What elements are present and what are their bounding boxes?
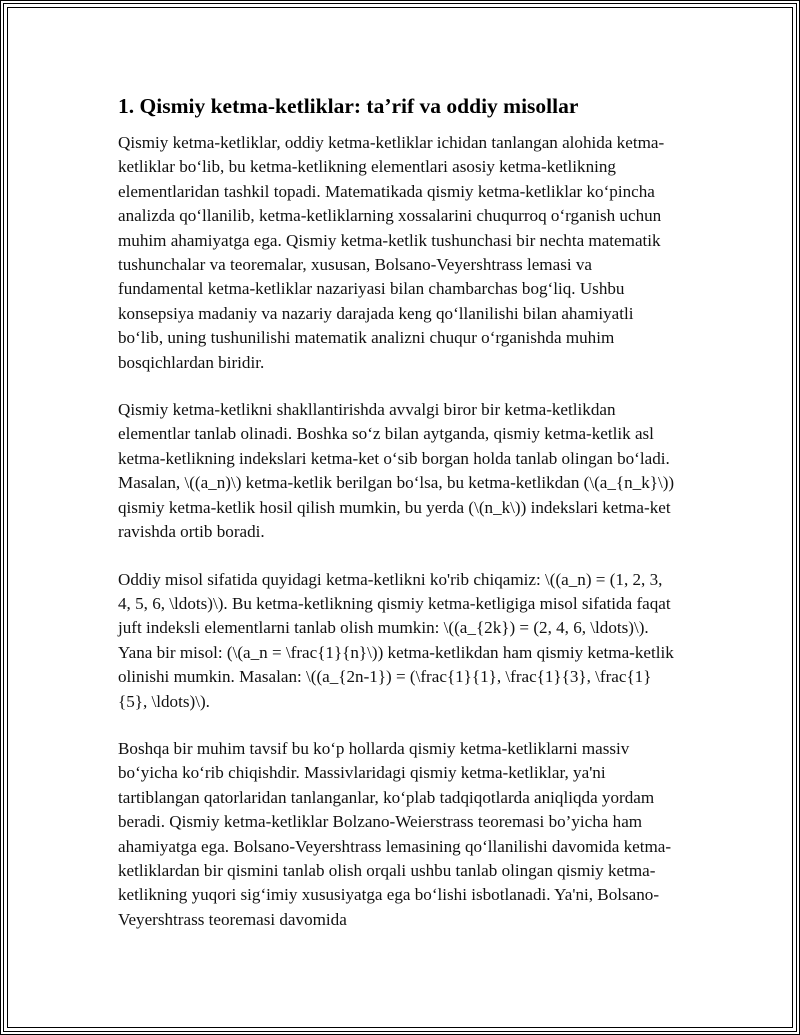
paragraph-definition: Qismiy ketma-ketliklar, oddiy ketma-ketliklar ichidan tanlangan alohida ketma-ketliklar bo‘lib, bu ketma-ketlikning elementlari asosiy ketma-ketlikning elementlaridan tashkil topadi. Matematikada qismiy ketma-ketliklar ko‘pincha analizda qo‘llanilib, ketma-ketliklarning xossalarini chuqurroq o‘rganish uchun muhim ahamiyatga ega. Qismiy ketma-ketlik tushunchasi bir nechta matematik tushunchalar va teoremalar, xususan, Bolsano-Veyershtrass lemasi va fundamental ketma-ketliklar nazariyasi bilan chambarchas bog‘liq. Ushbu konsepsiya madaniy va nazariy darajada keng qo‘llanilishi bilan ahamiyatli bo‘lib, uning tushunilishi matematik analizni chuqur o‘rganishda muhim bosqichlardan biridir.: [118, 133, 665, 372]
section-heading: 1. Qismiy ketma-ketliklar: ta’rif va oddiy misollar: [118, 94, 579, 118]
paragraph-arrays: Boshqa bir muhim tavsif bu ko‘p hollarda qismiy ketma-ketliklarni massiv bo‘yicha ko‘rib chiqishdir. Massivlaridagi qismiy ketma-ketliklar, ya'ni tartiblangan qatorlaridan tanlanganlar, ko‘plab tadqiqotlarda aniqliqda yordam beradi. Qismiy ketma-ketliklar Bolzano-Weierstrass teoremasi bo’yicha ham ahamiyatga ega. Bolsano-Veyershtrass lemasining qo‘llanilishi davomida ketma-ketliklardan bir qismini tanlab olish orqali ushbu tanlab olingan qismiy ketma-ketlikning yuqori sig‘imiy xususiyatga ega bo‘lishi isbotlanadi. Ya'ni, Bolsano-Veyershtrass teoremasi davomida: [118, 738, 672, 929]
paragraph-construction: Qismiy ketma-ketlikni shakllantirishda avvalgi biror bir ketma-ketlikdan elementlar tanlab olinadi. Boshka so‘z bilan aytganda, qismiy ketma-ketlik asl ketma-ketlikning indekslari ketma-ket o‘sib borgan holda tanlab olingan bo‘ladi. Masalan, \((a_n)\) ketma-ketlik berilgan bo‘lsa, bu ketma-ketlikdan (\(a_{n_k}\)) qismiy ketma-ketlik hosil qilish mumkin, bu yerda (\(n_k\)) indekslari ketma-ket ravishda ortib boradi.: [118, 400, 675, 542]
paragraph-examples: Oddiy misol sifatida quyidagi ketma-ketlikni ko'rib chiqamiz: \((a_n) = (1, 2, 3, 4, 5, 6, \ldots)\). Bu ketma-ketlikning qismiy ketma-ketligiga misol sifatida faqat juft indeksli elementlarni tanlab olish mumkin: \((a_{2k}) = (2, 4, 6, \ldots)\). Yana bir misol: (\(a_n = \frac{1}{n}\)) ketma-ketlikdan ham qismiy ketma-ketlik olinishi mumkin. Masalan: \((a_{2n-1}) = (\frac{1}{1}, \frac{1}{3}, \frac{1}{5}, \ldots)\).: [118, 569, 674, 711]
document-body: [118, 92, 678, 955]
